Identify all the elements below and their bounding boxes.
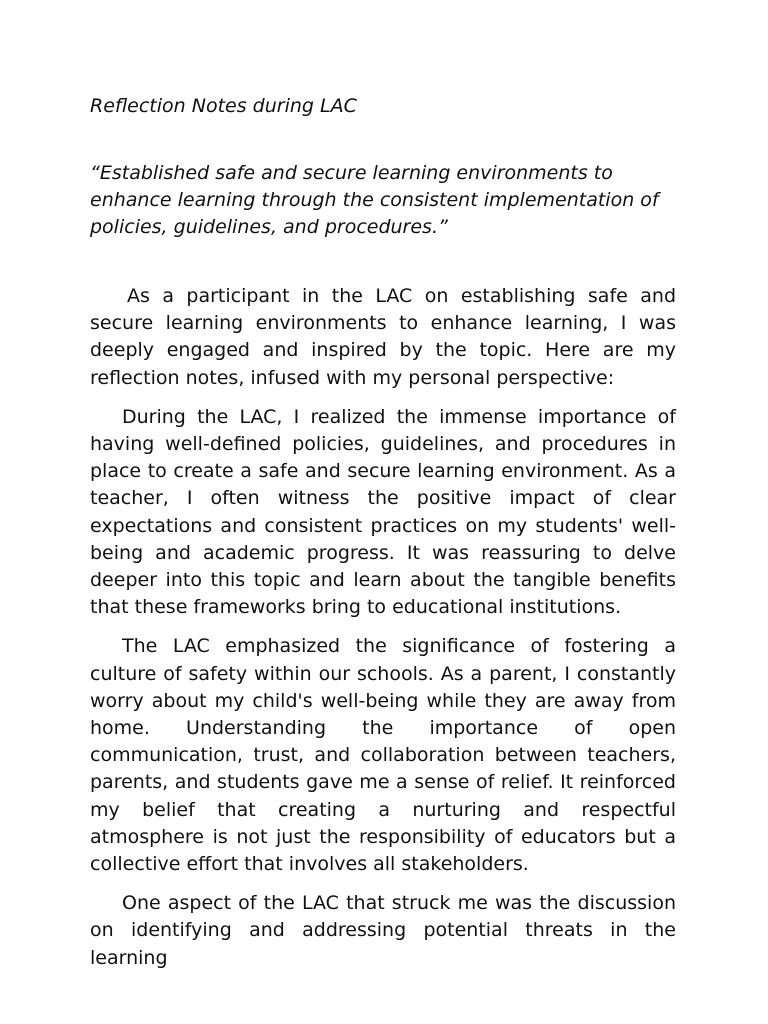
paragraph-3: The LAC emphasized the significance of fostering a culture of safety within our schools. As a parent, I constantly worry about my child's well-being while they are away from home. Understanding the importance of open communication, trust, and collaboration between teachers, parents, and students gave me a sense of relief. It reinforced my belief that creating a nurturing and respectful atmosphere is not just the responsibility of educators but a collective effort that involves all stakeholders.: [90, 635, 676, 876]
document-title: Reflection Notes during LAC: [90, 95, 357, 117]
document-body: [90, 92, 676, 984]
paragraph-4: One aspect of the LAC that struck me was the discussion on identifying and addressing potential threats in the learning: [90, 892, 676, 969]
paragraph-2: During the LAC, I realized the immense importance of having well-defined policies, guidelines, and procedures in place to create a safe and secure learning environment. As a teacher, I often witness the positive impact of clear expectations and consistent practices on my students' well-being and academic progress. It was reassuring to delve deeper into this topic and learn about the tangible benefits that these frameworks bring to educational institutions.: [90, 405, 676, 619]
document-quote: “Established safe and secure learning environments to enhance learning through the consistent implementation of policies, guidelines, and procedures.”: [90, 162, 659, 238]
paragraph-1: As a participant in the LAC on establishing safe and secure learning environments to enhance learning, I was deeply engaged and inspired by the topic. Here are my reflection notes, infused with my personal perspective:: [90, 285, 676, 389]
